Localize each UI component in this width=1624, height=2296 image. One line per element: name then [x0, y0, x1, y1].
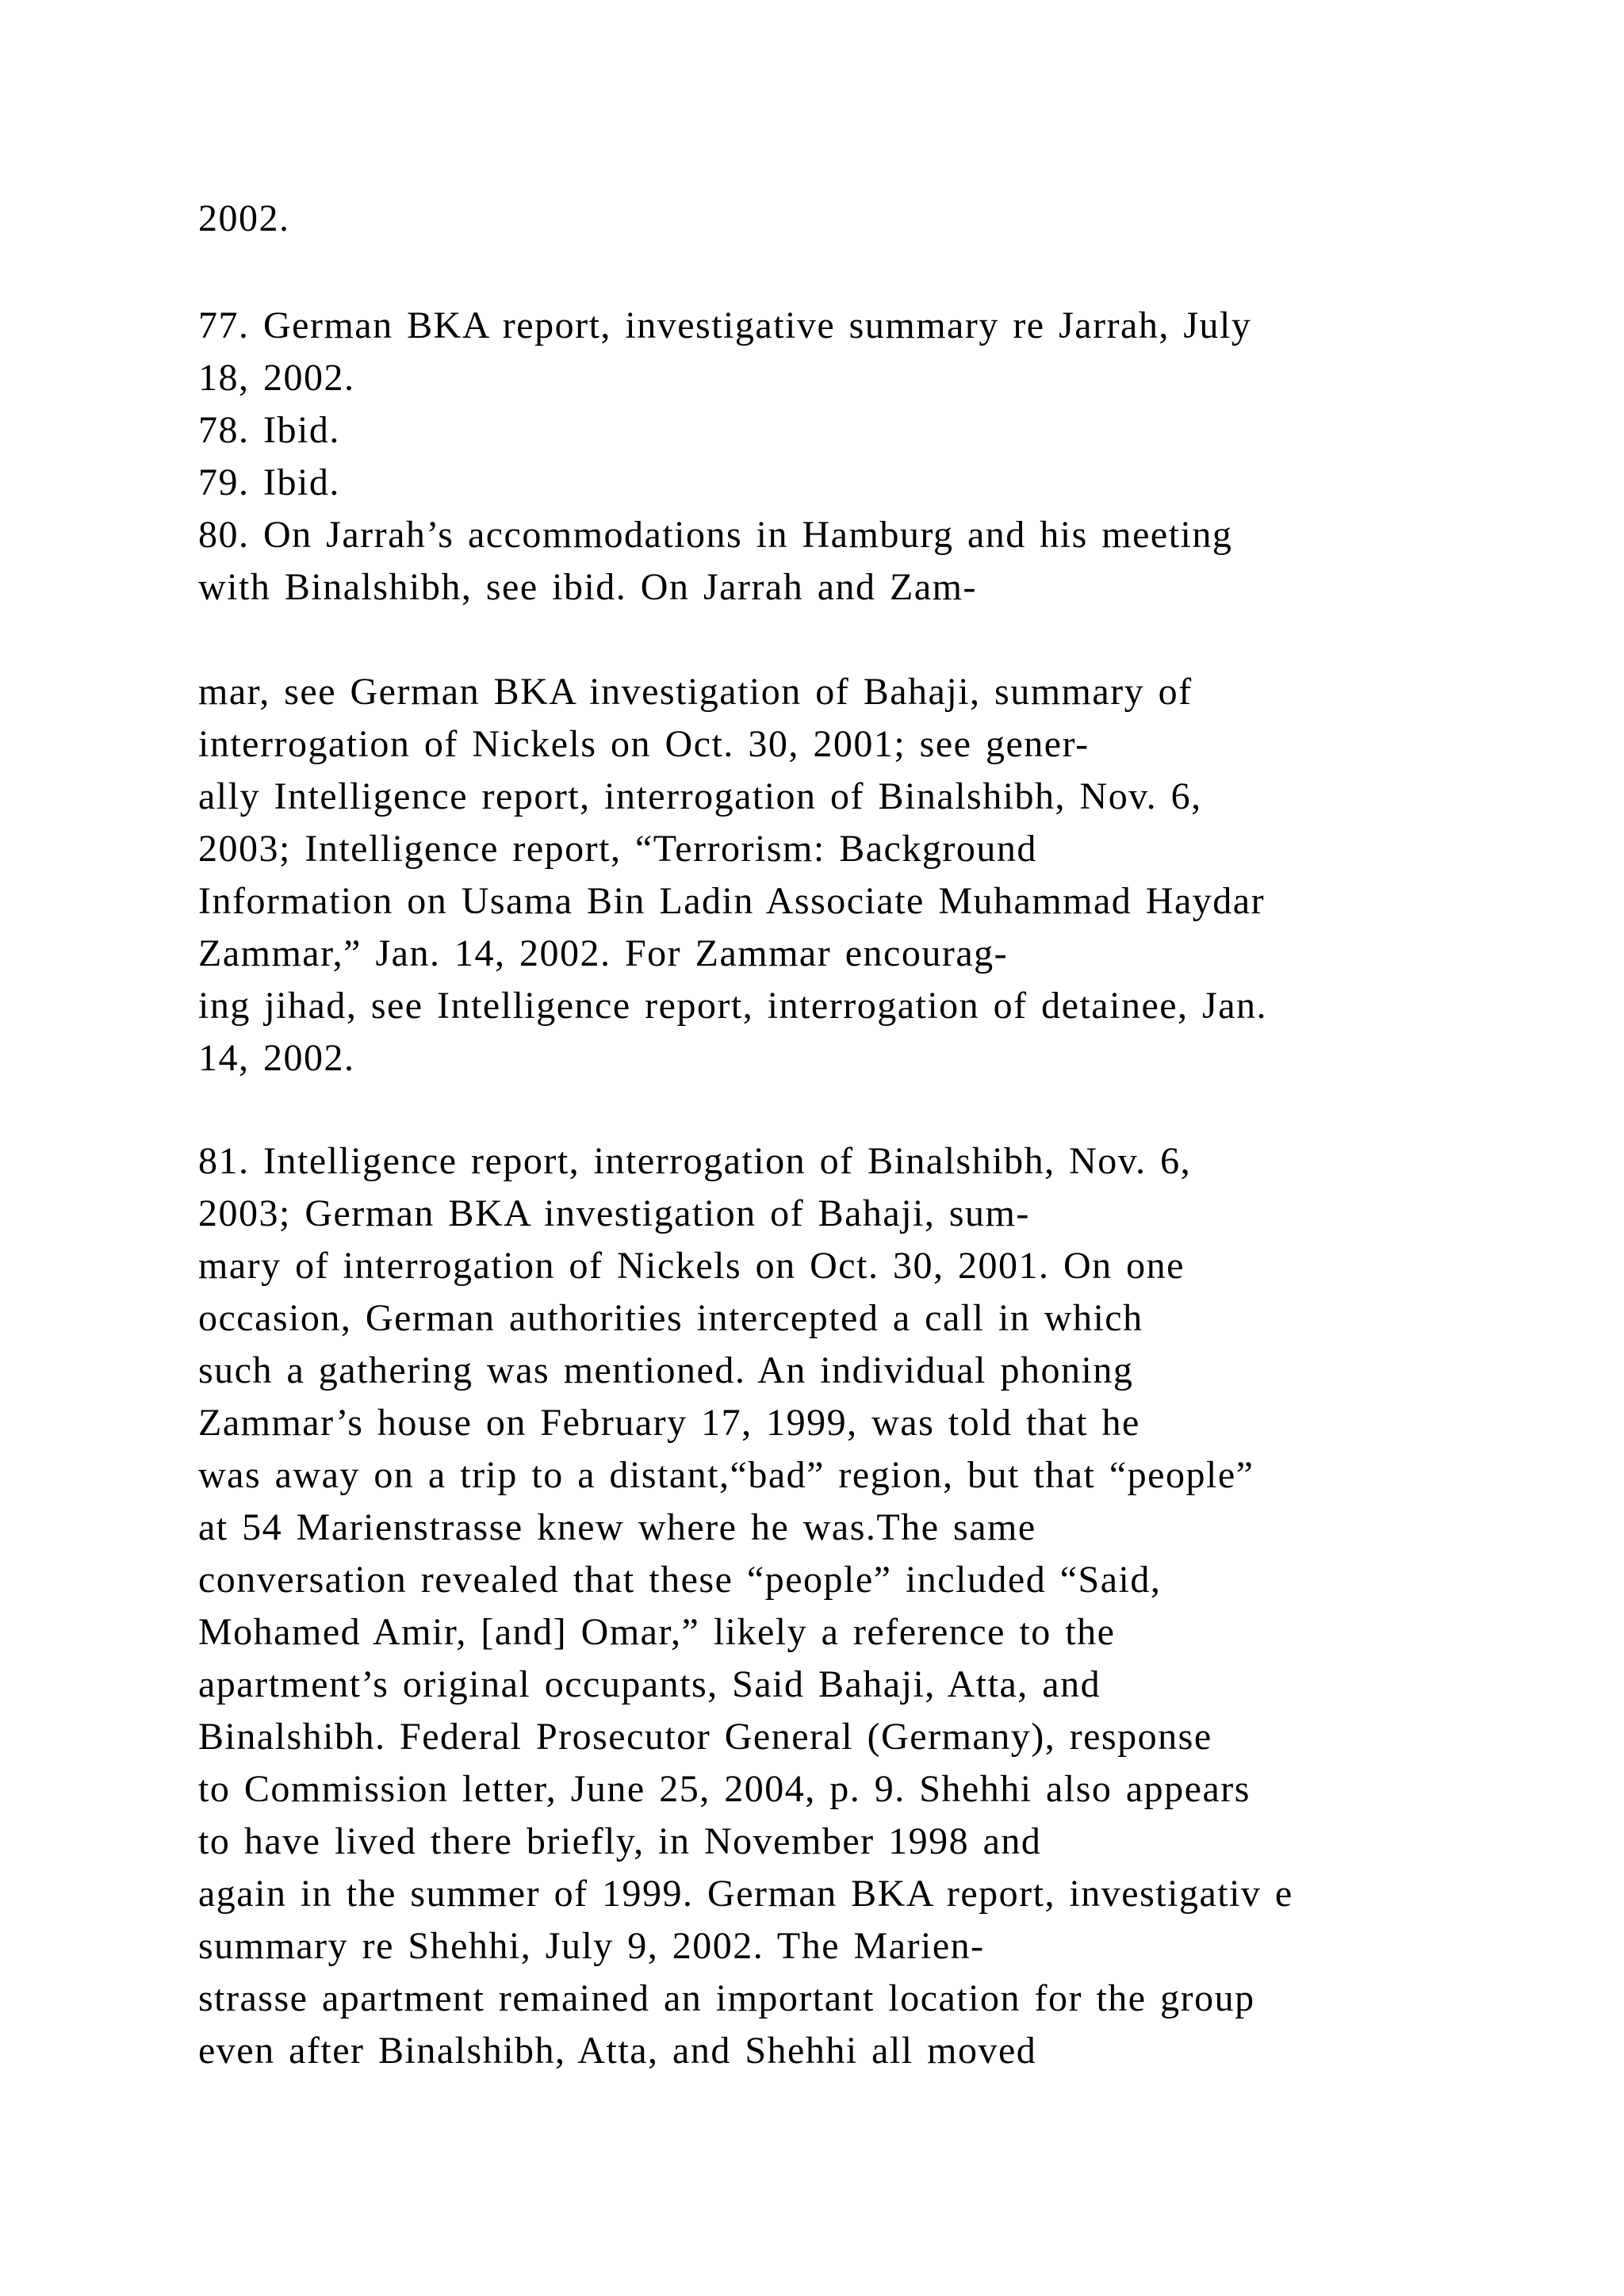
text-line: interrogation of Nickels on Oct. 30, 2001; see gener-: [198, 723, 1090, 765]
text-line: Mohamed Amir, [and] Omar,” likely a reference to the: [198, 1611, 1116, 1653]
text-line: such a gathering was mentioned. An individual phoning: [198, 1349, 1134, 1391]
text-line: again in the summer of 1999. German BKA report, investigativ e: [198, 1873, 1293, 1915]
text-line: Zammar,” Jan. 14, 2002. For Zammar encourag-: [198, 932, 1009, 974]
text-line: 2003; German BKA investigation of Bahaji, sum-: [198, 1192, 1030, 1234]
text-line: 2003; Intelligence report, “Terrorism: Background: [198, 828, 1037, 870]
text-line: mary of interrogation of Nickels on Oct. 30, 2001. On one: [198, 1245, 1185, 1287]
text-line: ing jihad, see Intelligence report, interrogation of detainee, Jan.: [198, 985, 1268, 1027]
text-line: Information on Usama Bin Ladin Associate Muhammad Haydar: [198, 880, 1266, 922]
text-line: 14, 2002.: [198, 1037, 355, 1079]
note-81: [198, 1135, 1435, 2077]
text-line: occasion, German authorities intercepted a call in which: [198, 1297, 1143, 1339]
text-line: strasse apartment remained an important location for the group: [198, 1977, 1255, 2019]
text-line: 18, 2002.: [198, 357, 355, 399]
text-line: 2002.: [198, 197, 290, 239]
text-line: at 54 Marienstrasse knew where he was.The same: [198, 1506, 1036, 1548]
text-line: ally Intelligence report, interrogation of Binalshibh, Nov. 6,: [198, 775, 1202, 817]
text-line: conversation revealed that these “people” included “Said,: [198, 1559, 1162, 1601]
text-line: Zammar’s house on February 17, 1999, was told that he: [198, 1402, 1140, 1444]
text-line: 77. German BKA report, investigative summary re Jarrah, July: [198, 304, 1252, 346]
text-line: was away on a trip to a distant,“bad” region, but that “people”: [198, 1454, 1254, 1496]
text-line: 81. Intelligence report, interrogation of Binalshibh, Nov. 6,: [198, 1140, 1192, 1182]
notes-77-80: [198, 300, 1435, 614]
text-line: with Binalshibh, see ibid. On Jarrah and Zam-: [198, 566, 977, 608]
text-line: 78. Ibid.: [198, 409, 340, 451]
note-80-continued: [198, 666, 1435, 1085]
text-line: mar, see German BKA investigation of Bahaji, summary of: [198, 671, 1193, 713]
text-line: Binalshibh. Federal Prosecutor General (Germany), response: [198, 1716, 1212, 1758]
text-line: 80. On Jarrah’s accommodations in Hamburg and his meeting: [198, 514, 1233, 556]
text-line: summary re Shehhi, July 9, 2002. The Marien-: [198, 1925, 985, 1967]
text-line: to have lived there briefly, in November 1998 and: [198, 1820, 1042, 1862]
text-line: apartment’s original occupants, Said Bahaji, Atta, and: [198, 1663, 1101, 1705]
text-line: 79. Ibid.: [198, 461, 340, 503]
note-76-tail: [198, 193, 1435, 245]
text-line: even after Binalshibh, Atta, and Shehhi all moved: [198, 2030, 1037, 2072]
text-line: to Commission letter, June 25, 2004, p. 9. Shehhi also appears: [198, 1768, 1251, 1810]
